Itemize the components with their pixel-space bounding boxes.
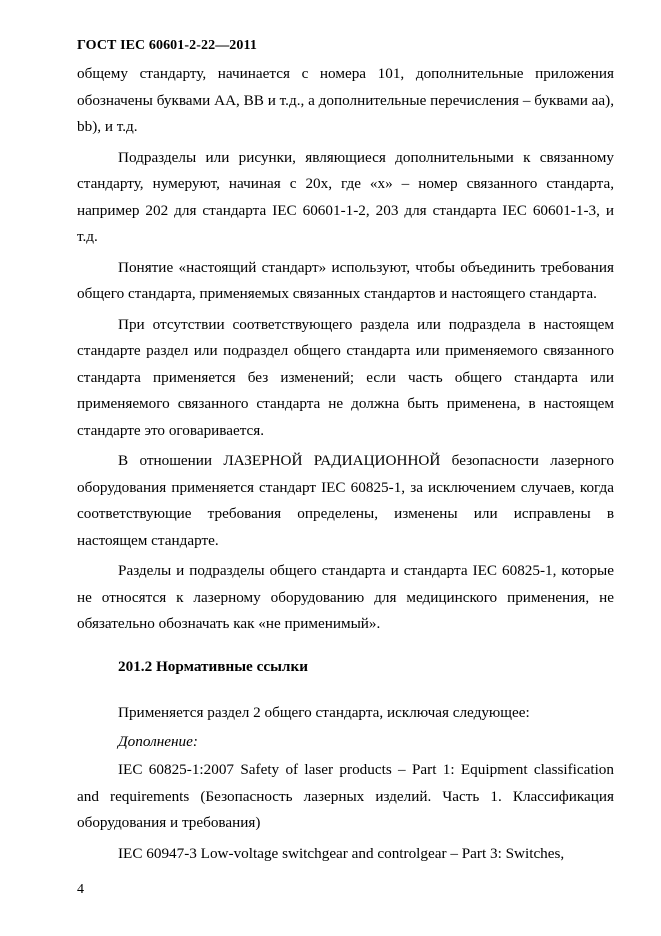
paragraph-this-standard: Понятие «настоящий стандарт» используют, чтобы объединить требования общего стандарта, применяемых связанных стандартов и настоящего стандарта. — [77, 258, 614, 302]
addition-label: Дополнение: — [118, 732, 198, 750]
page-number: 4 — [77, 882, 84, 897]
document-code-header: ГОСТ IEC 60601-2-22—2011 — [77, 38, 257, 53]
paragraph-subsections: Подразделы или рисунки, являющиеся дополнительными к связанному стандарту, нумеруют, начиная с 20х, где «х» – номер связанного стандарта, например 202 для стандарта IEC 60601-1-2, 203 для стандарта IEC 60601-1-3, и т.д. — [77, 148, 614, 245]
section-heading: 201.2 Нормативные ссылки — [118, 657, 308, 675]
document-body — [77, 61, 614, 871]
paragraph-not-applicable: Разделы и подразделы общего стандарта и стандарта IEC 60825-1, которые не относятся к лазерному оборудованию для медицинского применения, не обязательно обозначать как «не применимый». — [77, 562, 614, 632]
reference-item: IEC 60825-1:2007 Safety of laser products – Part 1: Equipment classification and requirements (Безопасность лазерных изделий. Часть 1. Классификация оборудования и требования) — [77, 761, 614, 831]
paragraph-laser-safety: В отношении ЛАЗЕРНОЙ РАДИАЦИОННОЙ безопасности лазерного оборудования применяется стандарт IEC 60825-1, за исключением случаев, когда соответствующие требования определены, изменены или исправлены в настоящем стандарте. — [77, 452, 614, 549]
paragraph-continuation: общему стандарту, начинается с номера 101, дополнительные приложения обозначены буквами АА, ВВ и т.д., а дополнительные перечисления – буквами аа), bb), и т.д. — [77, 65, 614, 135]
reference-item: IEC 60947-3 Low-voltage switchgear and controlgear – Part 3: Switches, — [118, 844, 565, 862]
paragraph-absence: При отсутствии соответствующего раздела или подраздела в настоящем стандарте раздел или подраздел общего стандарта или применяемого связанного стандарта применяется без изменений; если часть общего стандарта или применяемого связанного стандарта не должна быть применена, в настоящем стандарте это оговаривается. — [77, 315, 614, 439]
section-intro: Применяется раздел 2 общего стандарта, исключая следующее: — [118, 704, 530, 721]
